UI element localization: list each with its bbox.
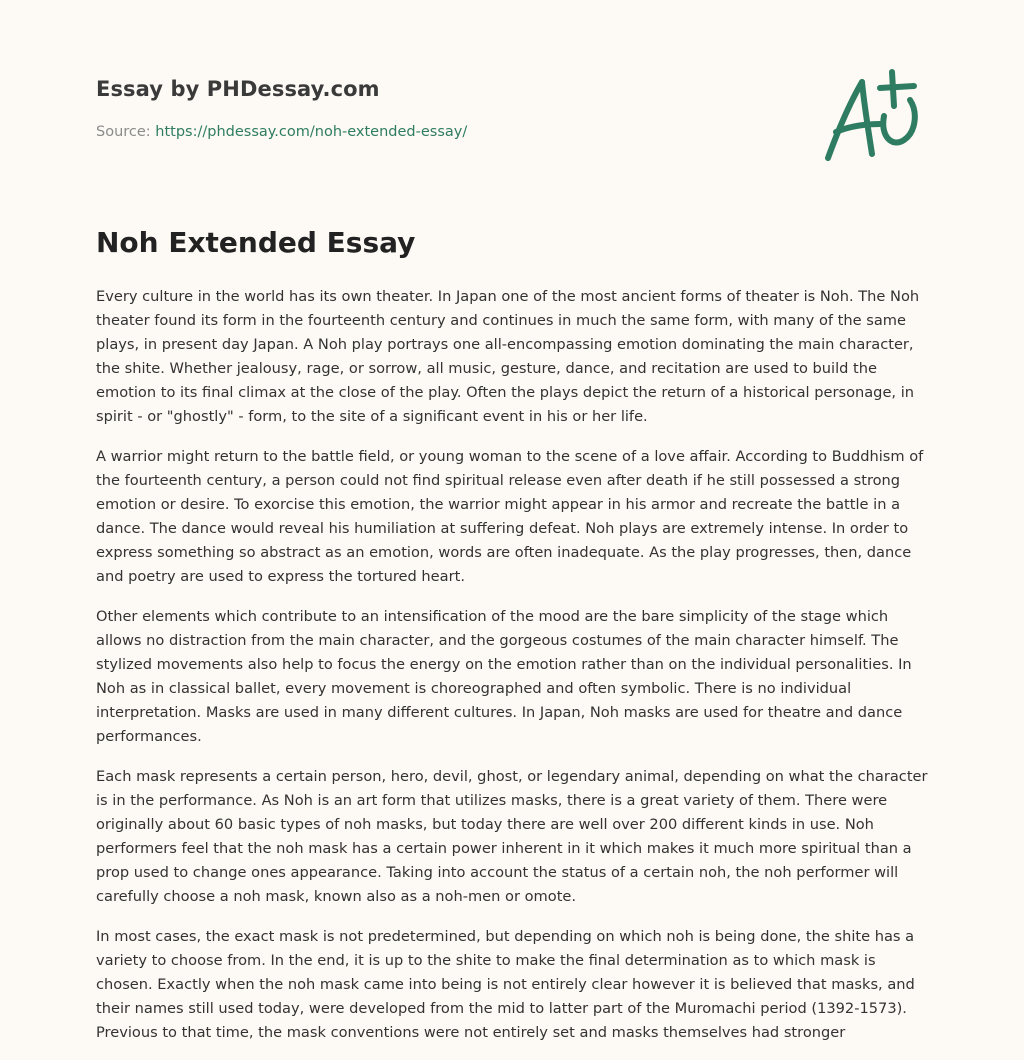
document-page <box>96 0 928 1060</box>
essay-title: Noh Extended Essay <box>96 226 416 259</box>
essay-paragraph: A warrior might return to the battle field, or young woman to the scene of a love affair. According to Buddhism of the fourteenth century, a person could not find spiritual release even after death if he still possessed a strong emotion or desire. To exorcise this emotion, the warrior might appear in his armor and recreate the battle in a dance. The dance would reveal his humiliation at suffering defeat. Noh plays are extremely intense. In order to express something so abstract as an emotion, words are often inadequate. As the play progresses, then, dance and poetry are used to express the tortured heart. <box>96 448 924 585</box>
essay-paragraph: Each mask represents a certain person, hero, devil, ghost, or legendary animal, depending on what the character is in the performance. As Noh is an art form that utilizes masks, there is a great variety of them. There were originally about 60 basic types of noh masks, but today there are well over 200 different kinds in use. Noh performers feel that the noh mask has a certain power inherent in it which makes it much more spiritual than a prop used to change ones appearance. Taking into account the status of a certain noh, the noh performer will carefully choose a noh mask, known also as a noh-men or omote. <box>96 768 928 905</box>
essay-body <box>96 285 928 1060</box>
source-line <box>96 124 467 140</box>
essay-paragraph: In most cases, the exact mask is not predetermined, but depending on which noh is being done, the shite has a variety to choose from. In the end, it is up to the shite to make the final determination as to which mask is chosen. Exactly when the noh mask came into being is not entirely clear however it is believed that masks, and their names still used today, were developed from the mid to latter part of the Muromachi period (1392-1573). Previous to that time, the mask conventions were not entirely set and masks themselves had stronger <box>96 928 915 1041</box>
essay-paragraph: Every culture in the world has its own theater. In Japan one of the most ancient forms of theater is Noh. The Noh theater found its form in the fourteenth century and continues in much the same form, with many of the same plays, in present day Japan. A Noh play portrays one all-encompassing emotion dominating the main character, the shite. Whether jealousy, rage, or sorrow, all music, gesture, dance, and recitation are used to build the emotion to its final climax at the close of the play. Often the plays depict the return of a historical personage, in spirit - or "ghostly" - form, to the site of a significant event in his or her life. <box>96 288 920 425</box>
source-link[interactable]: https://phdessay.com/noh-extended-essay/ <box>155 124 468 140</box>
a-plus-logo-icon <box>822 66 928 166</box>
site-title: Essay by PHDessay.com <box>96 77 380 101</box>
essay-paragraph: Other elements which contribute to an intensification of the mood are the bare simplicity of the stage which allows no distraction from the main character, and the gorgeous costumes of the main character himself. The stylized movements also help to focus the energy on the emotion rather than on the individual personalities. In Noh as in classical ballet, every movement is choreographed and often symbolic. There is no individual interpretation. Masks are used in many different cultures. In Japan, Noh masks are used for theatre and dance performances. <box>96 608 912 745</box>
source-label: Source: <box>96 124 156 140</box>
